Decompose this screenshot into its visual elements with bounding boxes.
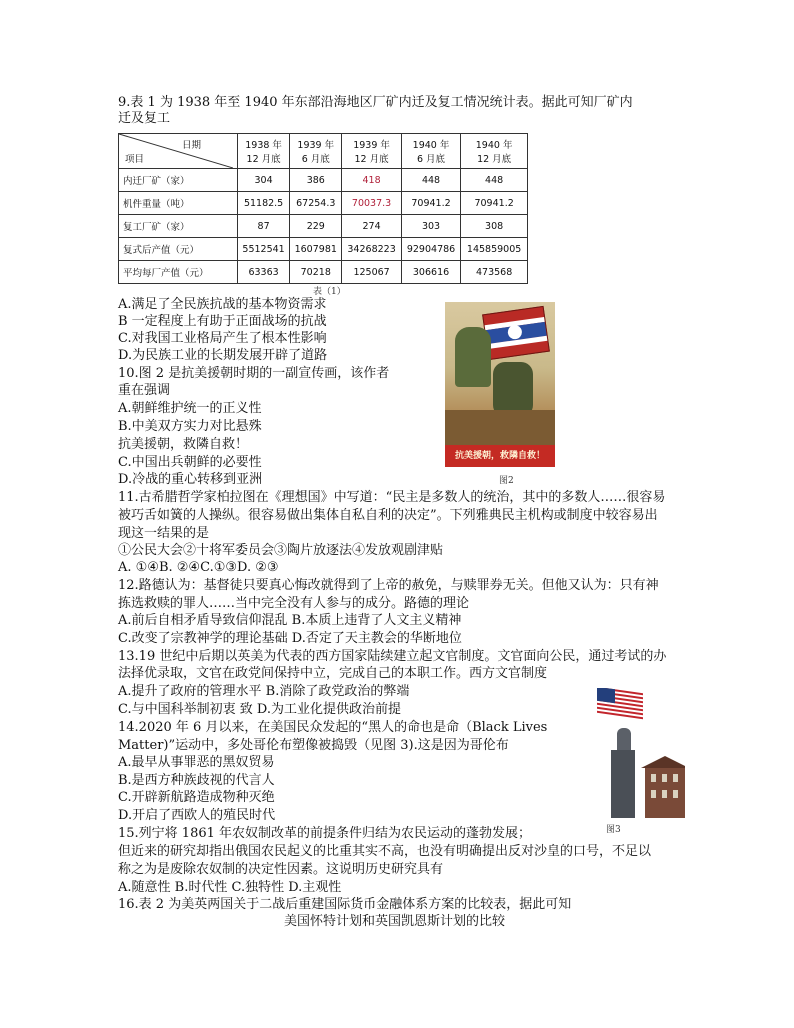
q14-stem-line2: Matter)”运动中，多处哥伦布塑像被捣毁（见图 3).这是因为哥伦布 — [118, 738, 509, 753]
cell: 63363 — [238, 261, 290, 284]
col-header: 1939 年 6 月底 — [290, 134, 342, 169]
q15-stem-line1: 15.列宁将 1861 年农奴制改革的前提条件归结为农民运动的蓬勃发展； — [118, 826, 532, 841]
q15-stem-line3: 称之为是废除农奴制的决定性因素。这说明历史研究具有 — [118, 862, 444, 877]
soldier-figure — [493, 362, 533, 417]
q12-stem-line2: 拣选救赎的罪人……当中完全没有人参与的成分。路德的理论 — [118, 596, 470, 611]
q12-options-cd: C.改变了宗教神学的理论基础 D.否定了天主教会的华断地位 — [118, 631, 462, 646]
q12-stem-line1: 12.路德认为：基督徒只要真心悔改就得到了上帝的赦免，与赎罪券无关。但他又认为：只有神 — [118, 578, 659, 593]
q11-stem-line1: 11.古希腊哲学家柏拉图在《理想国》中写道：“民主是多数人的统治，其中的多数人……很容易 — [118, 490, 666, 505]
q13-stem-line1: 13.19 世纪中后期以英美为代表的西方国家陆续建立起文官制度。文官面向公民，通过考试的办 — [118, 649, 667, 664]
table-row — [119, 169, 528, 192]
cell: 5512541 — [238, 238, 290, 261]
cell: 87 — [238, 215, 290, 238]
korean-flag-graphic — [482, 306, 550, 360]
q10-option-c: C.中国出兵朝鲜的必要性 — [118, 455, 262, 470]
q12-options-ab: A.前后自相矛盾导致信仰混乱 B.本质上违背了人文主义精神 — [118, 613, 462, 628]
row-label: 复工厂矿（家） — [119, 215, 238, 238]
figure-3-caption: 图3 — [606, 825, 621, 835]
q10-stem-line1: 10.图 2 是抗美援朝时期的一副宣传画，该作者 — [118, 366, 390, 381]
col-header: 1940 年 12 月底 — [461, 134, 528, 169]
header-item: 项目 — [125, 154, 145, 165]
q16-stem-line1: 16.表 2 为美英两国关于二战后重建国际货币金融体系方案的比较表，据此可知 — [118, 897, 572, 912]
q9-option-b: B 一定程度上有助于正面战场的抗战 — [118, 314, 327, 329]
cell: 308 — [461, 215, 528, 238]
statue-photo-image — [593, 688, 685, 818]
cell: 70218 — [290, 261, 342, 284]
q14-option-a: A.最早从事罪恶的黑奴贸易 — [118, 755, 275, 770]
table-corner-header — [119, 134, 238, 169]
table-1-caption: 表（1） — [313, 287, 346, 297]
col-header: 1938 年 12 月底 — [238, 134, 290, 169]
cell: 418 — [342, 169, 401, 192]
cell: 304 — [238, 169, 290, 192]
cell: 448 — [401, 169, 460, 192]
row-label: 复式后产值（元） — [119, 238, 238, 261]
cell: 51182.5 — [238, 192, 290, 215]
cell: 70941.2 — [461, 192, 528, 215]
q14-stem-line1: 14.2020 年 6 月以来，在美国民众发起的“黑人的命也是命（Black Lives — [118, 720, 548, 735]
us-flag-graphic — [597, 688, 643, 719]
cell: 92904786 — [401, 238, 460, 261]
q13-stem-line2: 法择优录取，文官在政党间保持中立，完成自己的本职工作。西方文官制度 — [118, 666, 548, 681]
col-header: 1940 年 6 月底 — [401, 134, 460, 169]
q11-stem-line3: 现这一结果的是 — [118, 526, 210, 541]
q14-option-b: B.是西方种族歧视的代言人 — [118, 773, 275, 788]
cell: 67254.3 — [290, 192, 342, 215]
table-1 — [118, 133, 528, 284]
poster-slogan: 抗美援朝，救隣自救！ — [445, 445, 555, 467]
q16-table-title: 美国怀特计划和英国凯恩斯计划的比较 — [284, 914, 506, 929]
table-row — [119, 238, 528, 261]
propaganda-poster-image — [445, 302, 555, 467]
header-date: 日期 — [181, 140, 201, 151]
q10-option-b: B.中美双方实力对比悬殊 — [118, 419, 262, 434]
q11-items: ①公民大会②十将军委员会③陶片放逐法④发放观剧津贴 — [118, 543, 444, 558]
q13-options-cd: C.与中国科举制初衷 致 D.为工业化提供政治前提 — [118, 702, 401, 717]
cell: 125067 — [342, 261, 401, 284]
table-row — [119, 192, 528, 215]
q9-option-d: D.为民族工业的长期发展开辟了道路 — [118, 348, 328, 363]
q9-stem-line1: 9.表 1 为 1938 年至 1940 年东部沿海地区厂矿内迁及复工情况统计表。据此可知厂矿内 — [118, 95, 633, 110]
cell: 448 — [461, 169, 528, 192]
q14-option-c: C.开辟新航路造成物种灭绝 — [118, 790, 275, 805]
cell: 70941.2 — [401, 192, 460, 215]
statue-pedestal — [611, 750, 635, 818]
cell: 306616 — [401, 261, 460, 284]
q10-option-a: A.朝鲜维护统一的正义性 — [118, 401, 262, 416]
cell: 473568 — [461, 261, 528, 284]
q11-stem-line2: 被巧舌如簧的人操纵。很容易做出集体自私自利的决定”。下列雅典民主机构或制度中较容易出 — [118, 508, 658, 523]
q14-option-d: D.开启了西欧人的殖民时代 — [118, 808, 276, 823]
q13-options-ab: A.提升了政府的管理水平 B.消除了政党政治的弊端 — [118, 684, 410, 699]
cell: 229 — [290, 215, 342, 238]
q9-stem-line2: 迁及复工 — [118, 111, 171, 126]
col-header: 1939 年 12 月底 — [342, 134, 401, 169]
cell: 1607981 — [290, 238, 342, 261]
q15-options: A.随意性 B.时代性 C.独特性 D.主观性 — [118, 880, 342, 895]
table-row — [119, 261, 528, 284]
q10-stem-line2: 重在强调 — [118, 383, 171, 398]
cell: 274 — [342, 215, 401, 238]
cell: 145859005 — [461, 238, 528, 261]
cell: 386 — [290, 169, 342, 192]
q10-option-d: D.冷战的重心转移到亚洲 — [118, 472, 263, 487]
q9-option-c: C.对我国工业格局产生了根本性影响 — [118, 331, 327, 346]
row-label: 平均每厂产值（元） — [119, 261, 238, 284]
q15-stem-line2: 但近来的研究却指出俄国农民起义的比重其实不高，也没有明确提出反对沙皇的口号，不足以 — [118, 844, 652, 859]
q9-option-a: A.满足了全民族抗战的基本物资需求 — [118, 297, 327, 312]
table-row — [119, 215, 528, 238]
q10-poster-text-line: 抗美援朝，救隣自救！ — [118, 437, 249, 452]
q11-options: A. ①④B. ②④C.①③D. ②③ — [118, 560, 279, 575]
cell: 303 — [401, 215, 460, 238]
figure-2-caption: 图2 — [499, 476, 514, 486]
cell: 34268223 — [342, 238, 401, 261]
cell: 70037.3 — [342, 192, 401, 215]
building-graphic — [645, 766, 685, 818]
row-label: 内迁厂矿（家） — [119, 169, 238, 192]
soldier-figure — [455, 327, 491, 387]
row-label: 机件重量（吨） — [119, 192, 238, 215]
